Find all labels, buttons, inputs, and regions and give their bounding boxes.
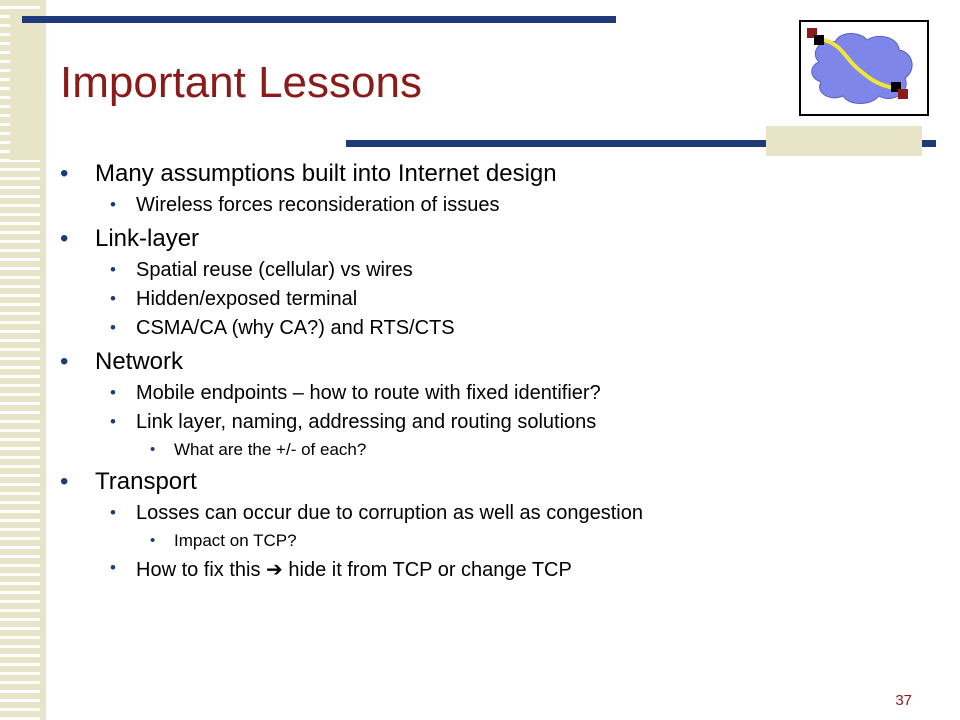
slide-title: Important Lessons (60, 58, 422, 107)
bullet-pros-cons: • What are the +/- of each? (58, 440, 938, 460)
bullet-losses: • Losses can occur due to corruption as well as congestion (58, 502, 938, 525)
bullet-network: • Network (58, 348, 938, 376)
bullet-hidden-terminal: • Hidden/exposed terminal (58, 288, 938, 311)
bullet-list (58, 160, 938, 582)
fix-text-start: How to fix this (136, 559, 261, 581)
bullet-mobile-endpoints: • Mobile endpoints – how to route with fixed identifier? (58, 382, 938, 405)
bullet-impact-tcp: • Impact on TCP? (58, 531, 938, 551)
vertical-bar-decoration (40, 0, 46, 720)
bullet-wireless-reconsideration: • Wireless forces reconsideration of issues (58, 194, 938, 217)
bullet-transport: • Transport (58, 468, 938, 496)
fix-text-end: hide it from TCP or change TCP (288, 559, 572, 581)
bullet-assumptions: • Many assumptions built into Internet design (58, 160, 938, 188)
beige-accent-block (766, 126, 922, 156)
network-cloud-icon (799, 20, 929, 116)
page-number: 37 (895, 692, 912, 709)
bullet-csma-ca: • CSMA/CA (why CA?) and RTS/CTS (58, 317, 938, 340)
bullet-link-layer-solutions: • Link layer, naming, addressing and routing solutions (58, 411, 938, 434)
stripe-block-decoration (10, 10, 40, 160)
bullet-link-layer: • Link-layer (58, 225, 938, 253)
bullet-spatial-reuse: • Spatial reuse (cellular) vs wires (58, 259, 938, 282)
right-arrow-icon: ➔ (266, 559, 283, 581)
bullet-how-to-fix (58, 557, 938, 582)
top-rule (22, 16, 616, 23)
